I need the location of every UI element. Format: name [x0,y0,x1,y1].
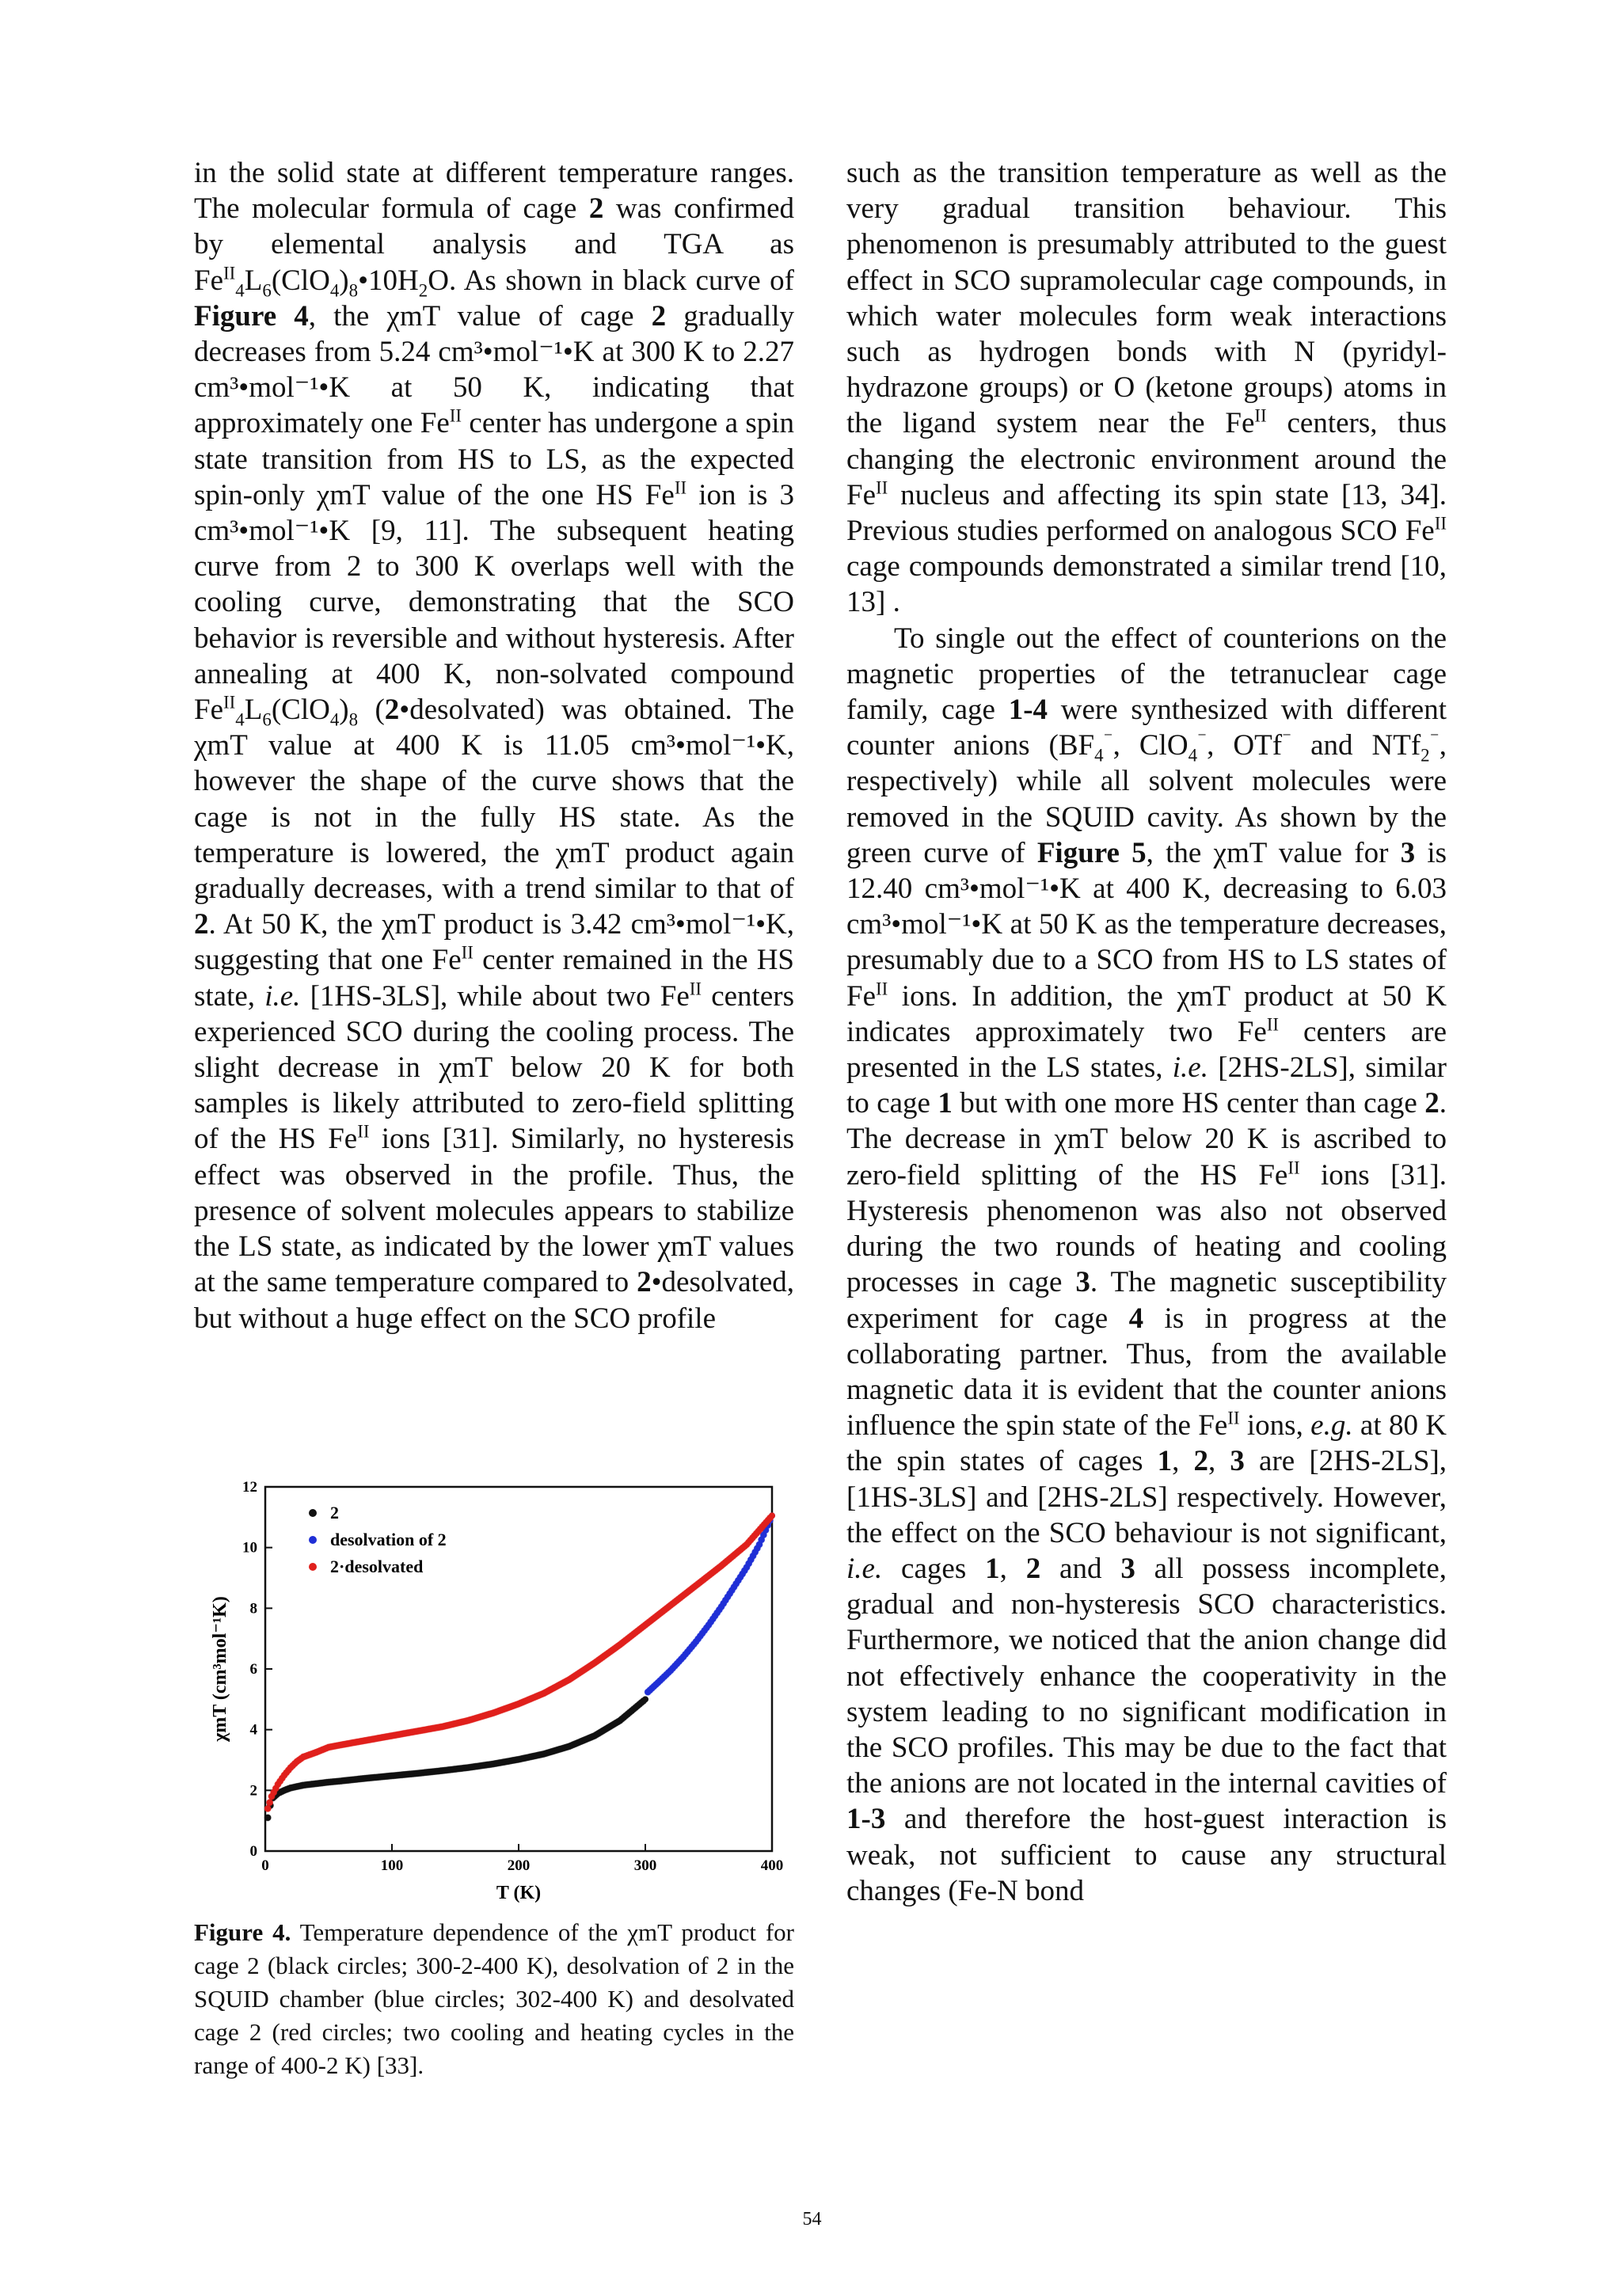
y-tick-label: 6 [249,1661,257,1678]
legend-label-1: 2 [330,1503,339,1522]
caption-text: Temperature dependence of the χmT product for cage 2 (black circles; 300-2-400 K), desolvation of 2 in the SQUID chamber (blue circles; 302-400 K) and desolvated cage 2 (red circles; two cooling and heating cycles in the range of 400-2 K) [33]. [194,1918,795,2079]
x-axis-label: T (K) [496,1883,542,1903]
x-tick-label: 100 [380,1857,404,1874]
legend-label-2: desolvation of 2 [330,1530,447,1549]
legend-label-3: 2·desolvated [330,1557,424,1576]
data-point-3 [267,1800,273,1806]
data-point-1 [264,1815,271,1821]
y-tick-label: 4 [249,1721,257,1739]
y-tick-label: 8 [249,1600,257,1617]
left-text-column [194,155,794,1336]
y-tick-label: 0 [249,1843,257,1860]
legend-marker-1 [309,1509,317,1517]
right-paragraph-1: such as the transition temperature as well as the very gradual transition behaviour. This phenomenon is presumably attributed to the guest effect in SCO supramolecular cage compounds, in which water molecules form weak interactions such as hydrogen bonds with N (pyridyl-hydrazone groups) or O (ketone groups) atoms in the ligand system near the $Fe^{II}$ centers, thus changing the electronic environment around the $Fe^{II}$ nucleus and affecting its spin state [13, 34]. Previous studies performed on analogous SCO $Fe^{II}$ cage compounds demonstrated a similar trend [10, 13] . [846,157,1447,619]
x-tick-label: 200 [507,1857,531,1874]
y-tick-label: 12 [242,1479,257,1496]
caption-label: Figure 4. [194,1918,291,1946]
y-axis-label: χmT (cm³mol⁻¹K) [210,1596,230,1742]
x-tick-label: 300 [633,1857,657,1874]
x-tick-label: 400 [760,1857,784,1874]
right-paragraph-2: To single out the effect of counterions on the magnetic properties of the tetranuclear cage family, cage 1-4 were synthesized with different counter anions ($BF_4^{^-}$, ClO$_4$⁻, OTf⁻ and NTf$_2$⁻, respectively) while all solvent molecules were removed in the SQUID cavity. As shown by the green curve of Figure 5, the χmT value for 3 is 12.40 cm³•mol⁻¹•K at 400 K, decreasing to 6.03 cm³•mol⁻¹•K at 50 K as the temperature decreases, presumably due to a SCO from HS to LS states of $Fe^{II}$ ions. In addition, the χmT product at 50 K indicates approximately two $Fe^{II}$ centers are presented in the LS states, i.e. [2HS-2LS], similar to cage 1 but with one more HS center than cage 2. The decrease in χmT below 20 K is ascribed to zero-field splitting of the HS $Fe^{II}$ ions [31]. Hysteresis phenomenon was also not observed during the two rounds of heating and cooling processes in cage 3. The magnetic susceptibility experiment for cage 4 is in progress at the collaborating partner. Thus, from the available magnetic data it is evident that the counter anions influence the spin state of the $Fe^{II}$ ions, e.g. at 80 K the spin states of cages 1, 2, 3 are [2HS-2LS], [1HS-3LS] and [2HS-2LS] respectively. However, the effect on the SCO behaviour is not significant, i.e. cages 1, 2 and 3 all possess incomplete, gradual and non-hysteresis SCO characteristics. Furthermore, we noticed that the anion change did not effectively enhance the cooperativity in the system leading to no significant modification in the SCO profiles. This may be due to the fact that the anions are not located in the internal cavities of 1-3 and therefore the host-guest interaction is weak, not sufficient to cause any structural changes (Fe-N bond [846,622,1447,1907]
data-point-3 [264,1805,271,1811]
left-paragraph-1: in the solid state at different temperature ranges. The molecular formula of cage 2 was confirmed by elemental analysis and TGA as $Fe^{II}_4L_6(ClO_4)_8•10H_2O$. As shown in black curve of Figure 4, the χmT value of cage 2 gradually decreases from 5.24 cm³•mol⁻¹•K at 300 K to 2.27 cm³•mol⁻¹•K at 50 K, indicating that approximately one $Fe^{II}$ center has undergone a spin state transition from HS to LS, as the expected spin-only χmT value of the one HS $Fe^{II}$ ion is 3 cm³•mol⁻¹•K [9, 11]. The subsequent heating curve from 2 to 300 K overlaps well with the cooling curve, demonstrating that the SCO behavior is reversible and without hysteresis. After annealing at 400 K, non-solvated compound $Fe^{II}_4L_6(ClO_4)_8$ (2•desolvated) was obtained. The χmT value at 400 K is 11.05 cm³•mol⁻¹•K, however the shape of the curve shows that the cage is not in the fully HS state. As the temperature is lowered, the χmT product again gradually decreases, with a trend similar to that of 2. At 50 K, the χmT product is 3.42 cm³•mol⁻¹•K, suggesting that one $Fe^{II}$ center remained in the HS state, i.e. [1HS-3LS], while about two $Fe^{II}$ centers experienced SCO during the cooling process. The slight decrease in χmT below 20 K for both samples is likely attributed to zero-field splitting of the HS $Fe^{II}$ ions [31]. Similarly, no hysteresis effect was observed in the profile. Thus, the presence of solvent molecules appears to stabilize the LS state, as indicated by the lower χmT values at the same temperature compared to 2•desolvated, but without a huge effect on the SCO profile [194,157,795,1335]
right-text-column [846,155,1447,1909]
legend-marker-3 [309,1563,317,1571]
data-point-3 [769,1512,775,1519]
legend-marker-2 [309,1536,317,1544]
page-number: 54 [802,2209,822,2229]
data-point-1 [642,1696,648,1702]
y-tick-label: 2 [249,1782,257,1800]
y-tick-label: 10 [242,1539,257,1557]
chi-t-chart [194,1471,796,1914]
figure-caption [194,1916,794,2082]
x-tick-label: 0 [261,1857,269,1874]
